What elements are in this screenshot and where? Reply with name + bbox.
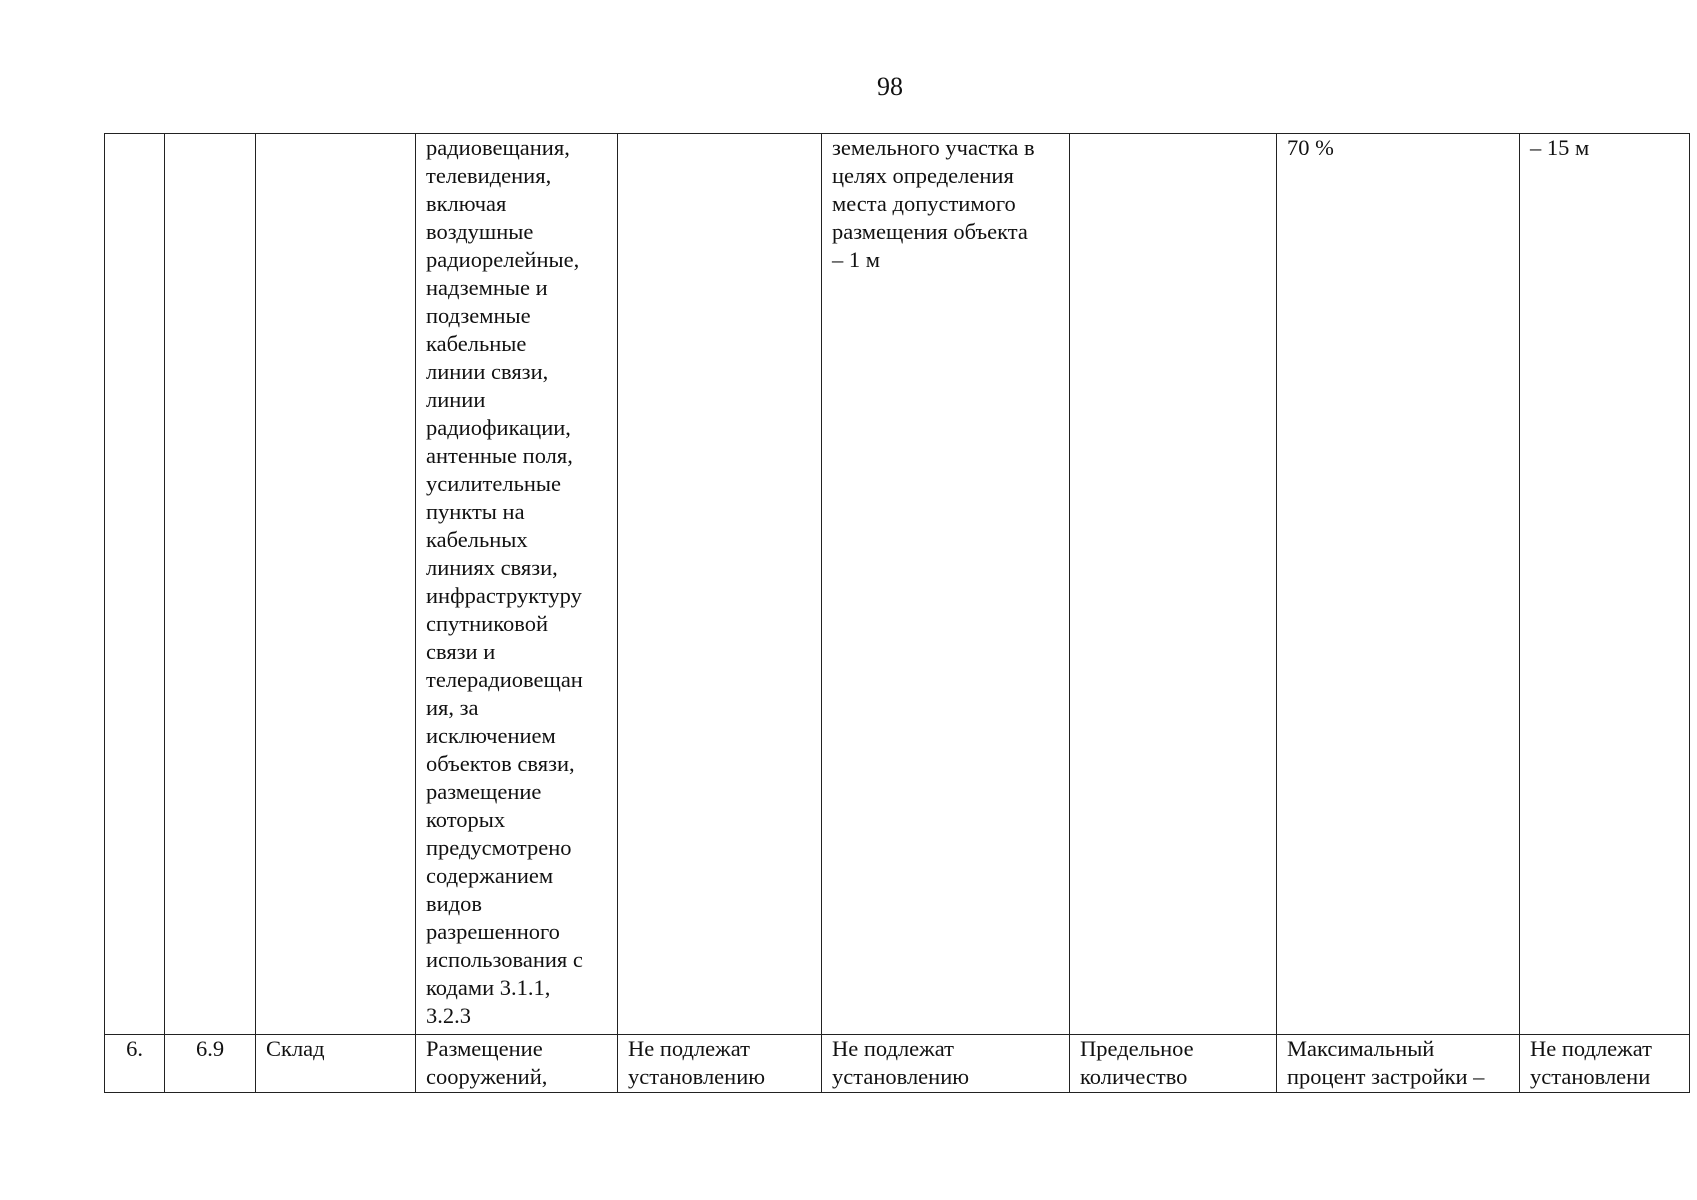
cell-number: 6. [105,1035,165,1093]
cell-build-percent: 70 % [1277,134,1520,1035]
table-row-continued [105,134,1690,1035]
cell-use-name [256,134,416,1035]
regulations-table [104,133,1690,1093]
cell-build-percent: Максимальный процент застройки – [1277,1035,1520,1093]
cell-code [165,134,256,1035]
page-number: 98 [877,72,903,101]
cell-code: 6.9 [165,1035,256,1093]
cell-plot-size [618,134,822,1035]
table-row-6 [105,1035,1690,1093]
cell-floors [1070,134,1277,1035]
cell-setback: земельного участка в целях определения места допустимого размещения объекта – 1 м [822,134,1070,1035]
cell-plot-size: Не подлежат установлению [618,1035,822,1093]
cell-use-name: Склад [256,1035,416,1093]
cell-other-params: – 15 м [1520,134,1690,1035]
cell-use-description: Размещение сооружений, [416,1035,618,1093]
cell-number [105,134,165,1035]
cell-floors: Предельное количество [1070,1035,1277,1093]
cell-setback: Не подлежат установлению [822,1035,1070,1093]
cell-use-description: радиовещания, телевидения, включая воздушные радиорелейные, надземные и подземные кабельные линии связи, линии радиофикации, антенные поля, усилительные пункты на кабельных линиях связи, инфраструктуру спутниковой связи и телерадиовещан ия, за исключением объектов связи, размещение которых предусмотрено содержанием видов разрешенного использования с кодами 3.1.1, 3.2.3 [416,134,618,1035]
cell-other-params: Не подлежат установлени [1520,1035,1690,1093]
